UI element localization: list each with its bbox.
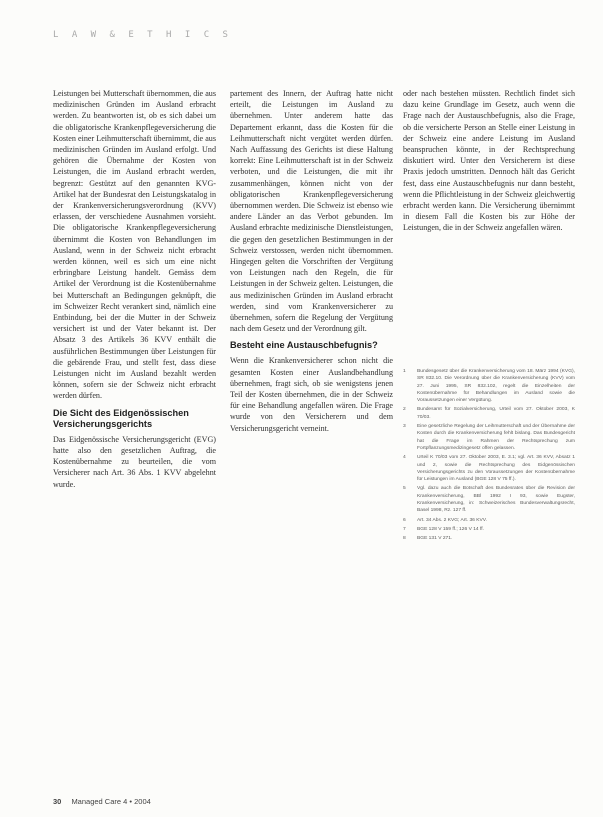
footnote (403, 526, 575, 533)
footnote-number: 4 (403, 455, 406, 461)
journal-name: Managed Care 4 • 2004 (71, 797, 151, 806)
body-paragraph: Leistungen bei Mutterschaft übernommen, die aus medizinischen Gründen im Ausland erbracht werden. Zu beantworten ist, ob es sich dabei um die obligatorische Krankenpflegeversicherung die Kosten einer Leihmutterschaft übernimmt, die aus medizinischen Gründen im Ausland erfolgt. Und gehören die Übernahme der Kosten von Leistungen, die im Ausland erbracht werden, begrenzt: Gestützt auf den genannten KVG-Artikel hat der Bundesrat den Leistungskatalog in der Krankenversicherungsverordnung (KVV) erlassen, der verschiedene Ausnahmen vorsieht. Die obligatorische Krankenpflegeversicherung übernimmt die Kosten von Behandlungen im Ausland, wenn in der Schweiz nicht erbracht werden können, weil es sich um eine nicht erbringbare Leistung handelt. Gemäss dem Artikel der Verordnung ist die Kostenübernahme bei Mutterschaft an Bedingungen geknüpft, die im Schweizer Recht verankert sind, nämlich eine Entbindung, bei der die Mutter in der Schweiz versichert ist und der Vater bekannt ist. Der Absatz 3 des Artikels 36 KVV enthält die ausführlichen Bestimmungen über Leistungen für die gebärende Frau, und stellt fest, dass diese Leistungen nicht im Ausland bezahlt werden können, sofern sie der Schweiz nicht erbracht werden dürfen. (53, 89, 216, 401)
section-label: L A W & E T H I C S (53, 30, 232, 40)
body-paragraph: Das Eidgenössische Versicherungsgericht (EVG) hatte also den gesetzlichen Auftrag, die Kostenübernahme zu beurteilen, die vom Versicherer nach Art. 36 Abs. 1 KVV abgelehnt wurde. (53, 434, 216, 489)
footnote (403, 406, 575, 421)
footnote-number: 2 (403, 407, 406, 413)
footnotes (403, 368, 575, 788)
footnote-number: 1 (403, 369, 406, 374)
footnote-number: 7 (403, 526, 406, 532)
text-column-2 (230, 88, 393, 788)
footnote-text: Vgl. dazu auch die Botschaft des Bundesrates über die Revision der Krankenversicherung, BBl 1992 I 93, sowie Eugster, Krankenversicherung, in: Schweizerisches Bundesverwaltungsrecht, Basel 1998, Rz. 127 ff. (417, 486, 575, 514)
footnote (403, 454, 575, 483)
footnote-text: Bundesamt für Sozialversicherung, Urteil vom 27. Oktober 2003, K 70/03. (417, 407, 575, 420)
page-footer (53, 797, 151, 806)
footnote (403, 535, 575, 542)
footnote-text: BGE 128 V 159 ff.; 126 V 14 ff. (417, 526, 484, 532)
footnote-number: 6 (403, 517, 406, 523)
footnote-text: Art. 34 Abs. 2 KVG; Art. 36 KVV. (417, 517, 487, 523)
page-number: 30 (53, 797, 62, 806)
footnote-text: Bundesgesetz über die Krankenversicherung vom 18. März 1994 (KVG), SR 832.10. Die Verordnung über die Krankenversicherung (KVV) vom 27. Juni 1995, SR 832.102, regelt die Einzelheiten der Kostenübernahme für Behandlungen im Ausland sowie die Voraussetzungen einer Vergütung. (417, 369, 575, 404)
subheading: Die Sicht des Eidgenössischen Versicherungsgerichts (53, 407, 189, 429)
text-column-3 (403, 88, 575, 363)
footnote (403, 368, 575, 404)
footnote-text: BGE 131 V 271. (417, 536, 453, 542)
subheading: Besteht eine Austauschbefugnis? (230, 340, 378, 351)
footnote (403, 423, 575, 452)
body-paragraph: partement des Innern, der Auftrag hatte nicht erteilt, die Leistungen im Ausland zu übernehmen. Unter anderem hatte das Departement erkannt, dass die Kosten für die Leihmutterschaft nicht vergütet werden dürfen. Nach Auffassung des Gerichts ist diese Haltung korrekt: Eine Leihmutterschaft ist in der Schweiz verboten, und die Leistungen, die mit ihr zusammenhängen, können nicht von der obligatorischen Krankenpflegeversicherung übernommen werden. Die Schweiz ist ebenso wie andere Länder an das Verbot gebunden. Im Ausland erbrachte medizinische Dienstleistungen, die gegen den gesetzlichen Bestimmungen in der Schweiz verstossen, werden nicht übernommen. Hingegen gelten die Vorschriften der Vergütung von Leistungen nach den Regeln, die für Leistungen in der Schweiz gelten. Leistungen, die aus medizinischen Gründen im Ausland erbracht werden, sind vom Krankenversicherer zu übernehmen, sofern die Regelung der Vergütung nach dem Gesetz und der Verordnung gilt. (230, 89, 393, 334)
footnote-number: 5 (403, 486, 406, 492)
footnote (403, 517, 575, 524)
footnote-number: 8 (403, 536, 406, 542)
text-column-1 (53, 88, 216, 788)
footnote (403, 485, 575, 514)
footnote-text: Eine gesetzliche Regelung der Leihmutterschaft und der Übernahme der Kosten durch die Krankenversicherung fehlt bislang. Das Bundesgericht hat die Frage im Rahmen der Rechtsprechung zum Fortpflanzungsmedizingesetz offen gelassen. (417, 424, 575, 451)
body-paragraph: Wenn die Krankenversicherer schon nicht die gesamten Kosten einer Auslandbehandlung übernehmen, fragt sich, ob sie wenigstens jenen Teil der Kosten übernehmen, die in der Schweiz für eine Behandlung angefallen wären. Die Frage wurde von den Versicherern und dem Versicherungsgericht verneint. (230, 356, 393, 433)
footnote-text: Urteil K 70/03 vom 27. Oktober 2003, E. 3.1; vgl. Art. 36 KVV, Absatz 1 und 2, sowie die Rechtsprechung des Eidgenössischen Versicherungsgerichts zu den Voraussetzungen der Kostenübernahme für Leistungen im Ausland (BGE 128 V 75 ff.). (417, 455, 575, 483)
footnote-number: 3 (403, 424, 406, 430)
body-paragraph: oder nach bestehen müssten. Rechtlich findet sich dazu keine Grundlage im Gesetz, auch wenn die Frage nach der Austauschbefugnis, also die Frage, ob die versicherte Person an Stelle einer Leistung in der Schweiz eine andere Leistung im Ausland beanspruchen könnte, in der Rechtsprechung diskutiert wird. Unter den Versicherern ist diese Praxis jedoch umstritten. Dennoch hält das Gericht fest, dass eine Austauschbefugnis nur dann besteht, wenn die Pflichtleistung in der Schweiz gleichwertig erbracht werden kann. Die Versicherung übernimmt in diesem Fall die Kosten bis zur Höhe der Leistungen, die in der Schweiz angefallen wären. (403, 89, 575, 233)
